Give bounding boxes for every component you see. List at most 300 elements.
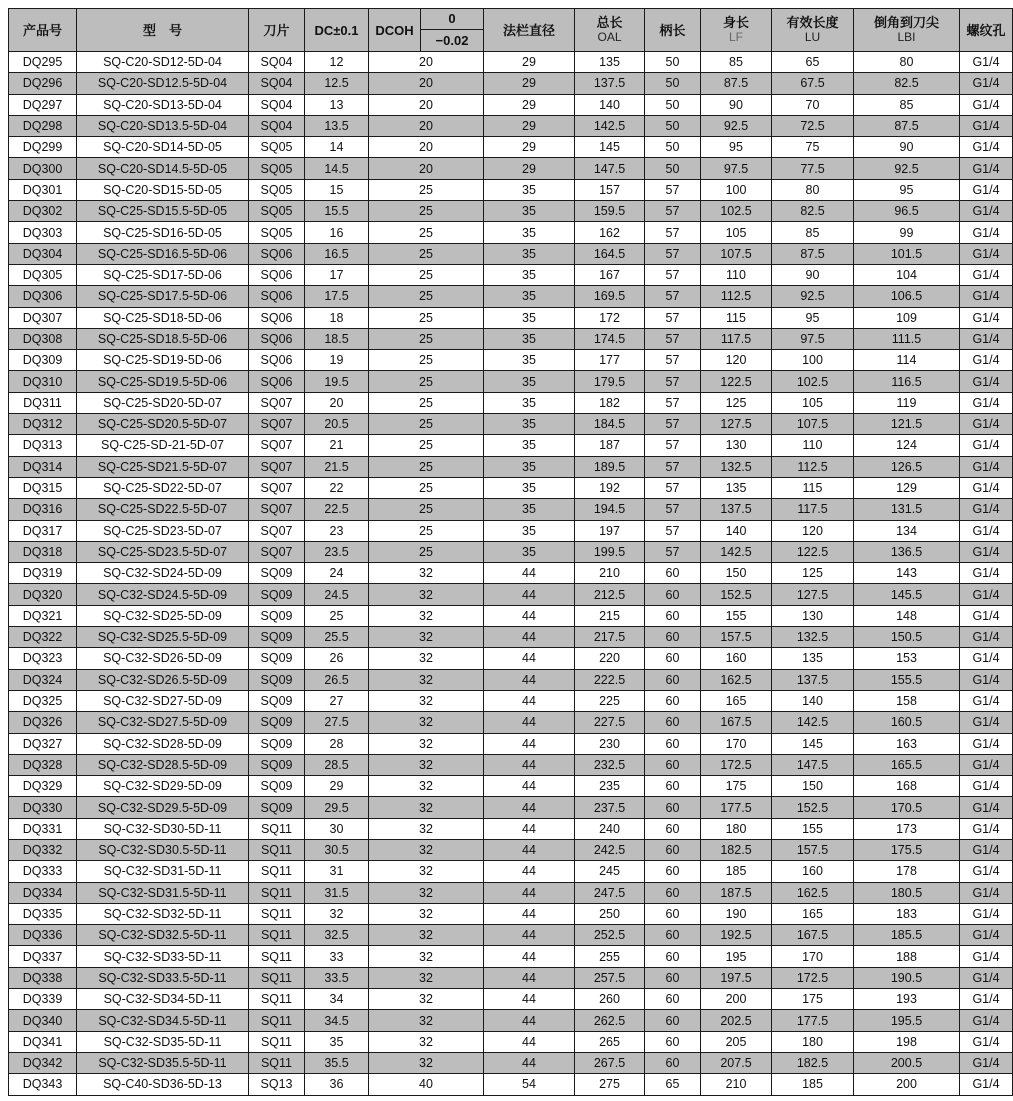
cell-model: SQ-C25-SD20-5D-07 [77, 392, 249, 413]
cell-oal: 169.5 [575, 286, 645, 307]
spec-table [8, 8, 1013, 1096]
cell-insert: SQ11 [249, 882, 305, 903]
cell-dc: 33 [305, 946, 369, 967]
cell-model: SQ-C25-SD16.5-5D-06 [77, 243, 249, 264]
cell-shank: 60 [645, 1052, 701, 1073]
cell-lbi: 183 [854, 903, 960, 924]
cell-shank: 60 [645, 563, 701, 584]
cell-insert: SQ06 [249, 328, 305, 349]
cell-lbi: 134 [854, 520, 960, 541]
cell-lf: 97.5 [701, 158, 772, 179]
lbi-cn-label: 倒角到刀尖 [873, 15, 939, 30]
cell-shank: 60 [645, 776, 701, 797]
cell-dcoh: 25 [369, 264, 484, 285]
cell-model: SQ-C25-SD16-5D-05 [77, 222, 249, 243]
cell-flange: 44 [484, 1031, 575, 1052]
cell-flange: 44 [484, 754, 575, 775]
cell-lu: 87.5 [772, 243, 854, 264]
cell-shank: 50 [645, 137, 701, 158]
cell-lf: 192.5 [701, 925, 772, 946]
cell-shank: 57 [645, 392, 701, 413]
cell-thread: G1/4 [960, 73, 1013, 94]
col-header-dc: DC±0.1 [305, 9, 369, 52]
cell-flange: 44 [484, 605, 575, 626]
cell-product-no: DQ336 [9, 925, 77, 946]
cell-flange: 54 [484, 1074, 575, 1095]
cell-flange: 29 [484, 158, 575, 179]
table-row [9, 903, 1013, 924]
cell-dc: 25.5 [305, 627, 369, 648]
cell-lu: 182.5 [772, 1052, 854, 1073]
cell-flange: 35 [484, 307, 575, 328]
cell-product-no: DQ313 [9, 435, 77, 456]
cell-lbi: 109 [854, 307, 960, 328]
cell-lbi: 82.5 [854, 73, 960, 94]
cell-lbi: 153 [854, 648, 960, 669]
cell-thread: G1/4 [960, 1010, 1013, 1031]
table-row [9, 989, 1013, 1010]
cell-dcoh: 32 [369, 669, 484, 690]
cell-dcoh: 32 [369, 605, 484, 626]
cell-lu: 112.5 [772, 456, 854, 477]
cell-oal: 194.5 [575, 499, 645, 520]
cell-dc: 21.5 [305, 456, 369, 477]
cell-flange: 35 [484, 392, 575, 413]
cell-product-no: DQ330 [9, 797, 77, 818]
col-header-thread: 螺纹孔 [960, 9, 1013, 52]
cell-shank: 60 [645, 797, 701, 818]
cell-dc: 29 [305, 776, 369, 797]
cell-flange: 44 [484, 946, 575, 967]
cell-model: SQ-C20-SD14-5D-05 [77, 137, 249, 158]
cell-dcoh: 20 [369, 115, 484, 136]
cell-lf: 105 [701, 222, 772, 243]
table-row [9, 456, 1013, 477]
cell-dc: 27.5 [305, 712, 369, 733]
cell-oal: 177 [575, 350, 645, 371]
cell-thread: G1/4 [960, 137, 1013, 158]
cell-model: SQ-C32-SD34.5-5D-11 [77, 1010, 249, 1031]
cell-flange: 29 [484, 115, 575, 136]
cell-product-no: DQ300 [9, 158, 77, 179]
cell-model: SQ-C25-SD18.5-5D-06 [77, 328, 249, 349]
cell-flange: 35 [484, 350, 575, 371]
cell-flange: 35 [484, 179, 575, 200]
table-row [9, 1031, 1013, 1052]
cell-lf: 130 [701, 435, 772, 456]
table-row [9, 882, 1013, 903]
cell-thread: G1/4 [960, 839, 1013, 860]
cell-dc: 26 [305, 648, 369, 669]
cell-thread: G1/4 [960, 201, 1013, 222]
cell-thread: G1/4 [960, 584, 1013, 605]
cell-dc: 20 [305, 392, 369, 413]
col-header-model: 型 号 [77, 9, 249, 52]
cell-product-no: DQ339 [9, 989, 77, 1010]
cell-dcoh: 20 [369, 158, 484, 179]
cell-dc: 22.5 [305, 499, 369, 520]
cell-lu: 180 [772, 1031, 854, 1052]
cell-model: SQ-C25-SD21.5-5D-07 [77, 456, 249, 477]
cell-shank: 60 [645, 733, 701, 754]
table-row [9, 52, 1013, 73]
cell-shank: 57 [645, 201, 701, 222]
cell-lbi: 148 [854, 605, 960, 626]
cell-lu: 85 [772, 222, 854, 243]
cell-shank: 60 [645, 946, 701, 967]
cell-oal: 182 [575, 392, 645, 413]
cell-dc: 17.5 [305, 286, 369, 307]
cell-lu: 107.5 [772, 414, 854, 435]
cell-insert: SQ07 [249, 456, 305, 477]
cell-shank: 57 [645, 520, 701, 541]
cell-dcoh: 25 [369, 499, 484, 520]
table-row [9, 627, 1013, 648]
cell-lbi: 200.5 [854, 1052, 960, 1073]
table-row [9, 73, 1013, 94]
cell-dcoh: 25 [369, 286, 484, 307]
cell-dc: 32 [305, 903, 369, 924]
cell-product-no: DQ322 [9, 627, 77, 648]
tolerance-upper: 0 [421, 9, 483, 30]
cell-oal: 210 [575, 563, 645, 584]
cell-insert: SQ11 [249, 861, 305, 882]
cell-insert: SQ09 [249, 584, 305, 605]
cell-oal: 265 [575, 1031, 645, 1052]
cell-dc: 23 [305, 520, 369, 541]
cell-oal: 222.5 [575, 669, 645, 690]
cell-oal: 215 [575, 605, 645, 626]
cell-lbi: 90 [854, 137, 960, 158]
cell-thread: G1/4 [960, 797, 1013, 818]
cell-thread: G1/4 [960, 605, 1013, 626]
cell-flange: 29 [484, 73, 575, 94]
cell-shank: 57 [645, 435, 701, 456]
cell-lu: 97.5 [772, 328, 854, 349]
cell-model: SQ-C32-SD29.5-5D-09 [77, 797, 249, 818]
table-body [9, 52, 1013, 1096]
cell-shank: 60 [645, 584, 701, 605]
cell-dc: 20.5 [305, 414, 369, 435]
cell-model: SQ-C20-SD12.5-5D-04 [77, 73, 249, 94]
cell-thread: G1/4 [960, 456, 1013, 477]
cell-oal: 237.5 [575, 797, 645, 818]
cell-thread: G1/4 [960, 1074, 1013, 1095]
cell-insert: SQ07 [249, 414, 305, 435]
table-row [9, 776, 1013, 797]
cell-lbi: 121.5 [854, 414, 960, 435]
cell-insert: SQ07 [249, 477, 305, 498]
cell-product-no: DQ332 [9, 839, 77, 860]
cell-flange: 29 [484, 52, 575, 73]
cell-lbi: 119 [854, 392, 960, 413]
cell-flange: 44 [484, 690, 575, 711]
col-header-lu [772, 9, 854, 52]
cell-lbi: 101.5 [854, 243, 960, 264]
cell-insert: SQ04 [249, 73, 305, 94]
cell-flange: 35 [484, 328, 575, 349]
cell-product-no: DQ334 [9, 882, 77, 903]
cell-lu: 92.5 [772, 286, 854, 307]
cell-lf: 125 [701, 392, 772, 413]
cell-product-no: DQ297 [9, 94, 77, 115]
cell-thread: G1/4 [960, 690, 1013, 711]
cell-model: SQ-C20-SD12-5D-04 [77, 52, 249, 73]
cell-lbi: 180.5 [854, 882, 960, 903]
cell-lf: 170 [701, 733, 772, 754]
table-row [9, 371, 1013, 392]
cell-shank: 60 [645, 627, 701, 648]
cell-lf: 197.5 [701, 967, 772, 988]
cell-oal: 164.5 [575, 243, 645, 264]
col-header-shank: 柄长 [645, 9, 701, 52]
cell-oal: 167 [575, 264, 645, 285]
cell-lbi: 111.5 [854, 328, 960, 349]
cell-dc: 12 [305, 52, 369, 73]
cell-shank: 50 [645, 52, 701, 73]
cell-dcoh: 32 [369, 818, 484, 839]
cell-thread: G1/4 [960, 115, 1013, 136]
cell-product-no: DQ326 [9, 712, 77, 733]
cell-flange: 35 [484, 456, 575, 477]
cell-oal: 235 [575, 776, 645, 797]
table-row [9, 435, 1013, 456]
cell-oal: 267.5 [575, 1052, 645, 1073]
cell-lu: 150 [772, 776, 854, 797]
tolerance-lower: −0.02 [435, 33, 469, 48]
cell-lf: 115 [701, 307, 772, 328]
cell-model: SQ-C32-SD25.5-5D-09 [77, 627, 249, 648]
cell-lbi: 92.5 [854, 158, 960, 179]
cell-product-no: DQ314 [9, 456, 77, 477]
cell-model: SQ-C32-SD30.5-5D-11 [77, 839, 249, 860]
cell-lf: 175 [701, 776, 772, 797]
cell-lbi: 129 [854, 477, 960, 498]
cell-lbi: 155.5 [854, 669, 960, 690]
cell-oal: 275 [575, 1074, 645, 1095]
cell-lu: 95 [772, 307, 854, 328]
table-row [9, 754, 1013, 775]
cell-oal: 217.5 [575, 627, 645, 648]
cell-thread: G1/4 [960, 328, 1013, 349]
cell-lbi: 145.5 [854, 584, 960, 605]
cell-oal: 260 [575, 989, 645, 1010]
cell-thread: G1/4 [960, 967, 1013, 988]
cell-model: SQ-C25-SD19-5D-06 [77, 350, 249, 371]
cell-shank: 60 [645, 839, 701, 860]
cell-shank: 60 [645, 754, 701, 775]
cell-shank: 57 [645, 328, 701, 349]
cell-dcoh: 20 [369, 94, 484, 115]
cell-dc: 28 [305, 733, 369, 754]
cell-lf: 207.5 [701, 1052, 772, 1073]
col-header-lbi [854, 9, 960, 52]
cell-shank: 60 [645, 605, 701, 626]
cell-model: SQ-C32-SD31.5-5D-11 [77, 882, 249, 903]
cell-model: SQ-C32-SD27-5D-09 [77, 690, 249, 711]
cell-lbi: 173 [854, 818, 960, 839]
cell-insert: SQ07 [249, 499, 305, 520]
cell-dcoh: 25 [369, 477, 484, 498]
table-row [9, 201, 1013, 222]
cell-shank: 57 [645, 222, 701, 243]
table-row [9, 243, 1013, 264]
cell-product-no: DQ309 [9, 350, 77, 371]
cell-product-no: DQ310 [9, 371, 77, 392]
cell-insert: SQ09 [249, 712, 305, 733]
cell-oal: 145 [575, 137, 645, 158]
cell-product-no: DQ295 [9, 52, 77, 73]
cell-thread: G1/4 [960, 371, 1013, 392]
cell-thread: G1/4 [960, 754, 1013, 775]
cell-thread: G1/4 [960, 818, 1013, 839]
col-header-insert: 刀片 [249, 9, 305, 52]
cell-dcoh: 32 [369, 967, 484, 988]
cell-dcoh: 40 [369, 1074, 484, 1095]
cell-dc: 23.5 [305, 541, 369, 562]
cell-oal: 179.5 [575, 371, 645, 392]
cell-model: SQ-C25-SD18-5D-06 [77, 307, 249, 328]
cell-lbi: 165.5 [854, 754, 960, 775]
cell-product-no: DQ308 [9, 328, 77, 349]
cell-insert: SQ06 [249, 286, 305, 307]
cell-lu: 165 [772, 903, 854, 924]
cell-product-no: DQ312 [9, 414, 77, 435]
cell-flange: 35 [484, 243, 575, 264]
cell-thread: G1/4 [960, 414, 1013, 435]
cell-thread: G1/4 [960, 94, 1013, 115]
cell-thread: G1/4 [960, 179, 1013, 200]
cell-lu: 130 [772, 605, 854, 626]
cell-lf: 132.5 [701, 456, 772, 477]
cell-lf: 137.5 [701, 499, 772, 520]
cell-product-no: DQ305 [9, 264, 77, 285]
cell-flange: 44 [484, 839, 575, 860]
cell-shank: 60 [645, 648, 701, 669]
cell-shank: 60 [645, 1031, 701, 1052]
cell-dc: 34 [305, 989, 369, 1010]
cell-lf: 110 [701, 264, 772, 285]
cell-dcoh: 32 [369, 861, 484, 882]
cell-shank: 60 [645, 882, 701, 903]
cell-dcoh: 25 [369, 414, 484, 435]
cell-thread: G1/4 [960, 541, 1013, 562]
table-row [9, 179, 1013, 200]
cell-dc: 26.5 [305, 669, 369, 690]
table-row [9, 669, 1013, 690]
cell-insert: SQ09 [249, 733, 305, 754]
cell-flange: 35 [484, 477, 575, 498]
cell-model: SQ-C32-SD24.5-5D-09 [77, 584, 249, 605]
cell-lf: 140 [701, 520, 772, 541]
cell-product-no: DQ302 [9, 201, 77, 222]
cell-insert: SQ09 [249, 776, 305, 797]
cell-shank: 50 [645, 115, 701, 136]
cell-thread: G1/4 [960, 1031, 1013, 1052]
cell-flange: 35 [484, 371, 575, 392]
col-header-dcoh-tolerance [421, 9, 484, 52]
cell-lf: 210 [701, 1074, 772, 1095]
cell-insert: SQ09 [249, 648, 305, 669]
cell-oal: 159.5 [575, 201, 645, 222]
cell-flange: 35 [484, 286, 575, 307]
cell-product-no: DQ338 [9, 967, 77, 988]
cell-dcoh: 32 [369, 839, 484, 860]
cell-oal: 262.5 [575, 1010, 645, 1031]
cell-dc: 15.5 [305, 201, 369, 222]
cell-lu: 160 [772, 861, 854, 882]
cell-insert: SQ09 [249, 690, 305, 711]
cell-model: SQ-C25-SD17-5D-06 [77, 264, 249, 285]
cell-lu: 117.5 [772, 499, 854, 520]
cell-oal: 247.5 [575, 882, 645, 903]
table-row [9, 499, 1013, 520]
cell-dcoh: 25 [369, 541, 484, 562]
cell-flange: 44 [484, 776, 575, 797]
cell-flange: 44 [484, 925, 575, 946]
cell-lf: 172.5 [701, 754, 772, 775]
cell-shank: 57 [645, 456, 701, 477]
cell-lf: 200 [701, 989, 772, 1010]
cell-insert: SQ09 [249, 797, 305, 818]
cell-model: SQ-C25-SD22.5-5D-07 [77, 499, 249, 520]
cell-oal: 197 [575, 520, 645, 541]
cell-oal: 189.5 [575, 456, 645, 477]
cell-lf: 182.5 [701, 839, 772, 860]
table-row [9, 967, 1013, 988]
cell-thread: G1/4 [960, 520, 1013, 541]
cell-oal: 192 [575, 477, 645, 498]
cell-dcoh: 32 [369, 690, 484, 711]
cell-dc: 13 [305, 94, 369, 115]
table-row [9, 690, 1013, 711]
cell-dc: 12.5 [305, 73, 369, 94]
cell-thread: G1/4 [960, 307, 1013, 328]
cell-lf: 135 [701, 477, 772, 498]
cell-flange: 35 [484, 201, 575, 222]
cell-thread: G1/4 [960, 243, 1013, 264]
cell-flange: 35 [484, 541, 575, 562]
cell-lf: 152.5 [701, 584, 772, 605]
cell-oal: 250 [575, 903, 645, 924]
cell-lf: 107.5 [701, 243, 772, 264]
cell-lbi: 158 [854, 690, 960, 711]
table-row [9, 520, 1013, 541]
cell-flange: 29 [484, 94, 575, 115]
cell-product-no: DQ341 [9, 1031, 77, 1052]
cell-model: SQ-C25-SD22-5D-07 [77, 477, 249, 498]
cell-lf: 150 [701, 563, 772, 584]
cell-lbi: 193 [854, 989, 960, 1010]
cell-insert: SQ04 [249, 52, 305, 73]
cell-dcoh: 20 [369, 137, 484, 158]
cell-oal: 242.5 [575, 839, 645, 860]
cell-flange: 44 [484, 861, 575, 882]
table-row [9, 712, 1013, 733]
cell-insert: SQ04 [249, 115, 305, 136]
cell-dcoh: 32 [369, 946, 484, 967]
lu-en-label: LU [804, 30, 821, 44]
cell-lbi: 95 [854, 179, 960, 200]
cell-dc: 33.5 [305, 967, 369, 988]
cell-insert: SQ11 [249, 839, 305, 860]
cell-dc: 31 [305, 861, 369, 882]
cell-product-no: DQ299 [9, 137, 77, 158]
table-row [9, 1052, 1013, 1073]
cell-shank: 60 [645, 1010, 701, 1031]
col-header-lf [701, 9, 772, 52]
cell-product-no: DQ333 [9, 861, 77, 882]
